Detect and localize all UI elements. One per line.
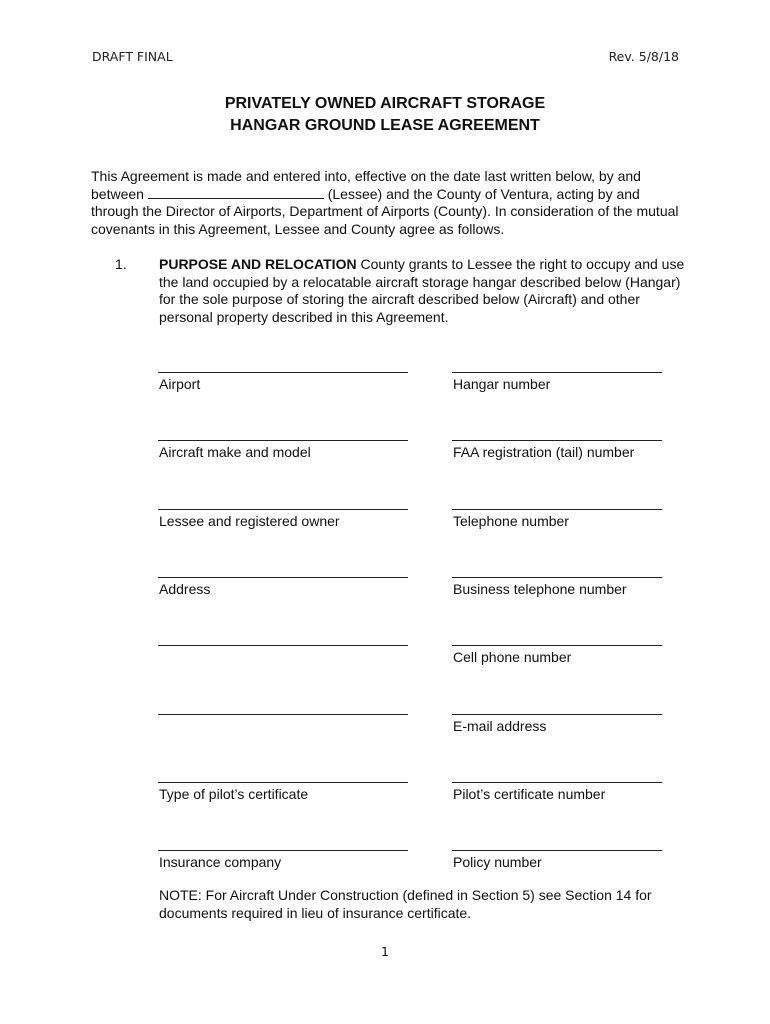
pilot-cert-number-label: Pilot’s certificate number <box>453 786 606 802</box>
faa-registration-line[interactable] <box>452 440 662 441</box>
header-revision-date: Rev. 5/8/18 <box>608 49 679 64</box>
telephone-label: Telephone number <box>453 513 569 529</box>
telephone-line[interactable] <box>452 509 662 510</box>
email-label: E-mail address <box>453 718 547 734</box>
intro-paragraph <box>91 168 681 238</box>
insurance-company-label: Insurance company <box>159 854 282 870</box>
policy-number-line[interactable] <box>452 850 662 851</box>
aircraft-make-model-label: Aircraft make and model <box>159 444 311 460</box>
section-heading: PURPOSE AND RELOCATION <box>159 256 357 272</box>
header-draft-label: DRAFT FINAL <box>92 49 173 64</box>
document-title-line2: HANGAR GROUND LEASE AGREEMENT <box>230 117 540 134</box>
address-label: Address <box>159 581 211 597</box>
hangar-number-label: Hangar number <box>453 376 551 392</box>
lessee-owner-line[interactable] <box>158 509 408 510</box>
section-number: 1. <box>115 256 127 272</box>
insurance-company-line[interactable] <box>158 850 408 851</box>
cell-phone-label: Cell phone number <box>453 649 572 665</box>
document-title-line1: PRIVATELY OWNED AIRCRAFT STORAGE <box>224 95 546 112</box>
section-paragraph <box>159 256 689 326</box>
hangar-number-line[interactable] <box>452 372 662 373</box>
email-line[interactable] <box>452 714 662 715</box>
lessee-owner-label: Lessee and registered owner <box>159 513 340 529</box>
section-body: County grants to Lessee the right to occupy and use the land occupied by a relocatable aircraft storage hangar described below (Hangar) for the sole purpose of storing the aircraft described below (Aircraft) and other personal property described in this Agreement. <box>159 256 685 325</box>
faa-registration-label: FAA registration (tail) number <box>453 444 635 460</box>
pilot-cert-type-label: Type of pilot’s certificate <box>159 786 309 802</box>
address-line[interactable] <box>158 577 408 578</box>
address-line-3[interactable] <box>158 714 408 715</box>
address-line-2[interactable] <box>158 645 408 646</box>
pilot-cert-type-line[interactable] <box>158 782 408 783</box>
aircraft-make-model-line[interactable] <box>158 440 408 441</box>
cell-phone-line[interactable] <box>452 645 662 646</box>
airport-label: Airport <box>159 376 201 392</box>
business-telephone-line[interactable] <box>452 577 662 578</box>
policy-number-label: Policy number <box>453 854 542 870</box>
pilot-cert-number-line[interactable] <box>452 782 662 783</box>
business-telephone-label: Business telephone number <box>453 581 627 597</box>
lessee-name-blank[interactable] <box>148 187 324 199</box>
construction-note: NOTE: For Aircraft Under Construction (defined in Section 5) see Section 14 for documents required in lieu of insurance certificate. <box>159 887 652 921</box>
airport-line[interactable] <box>158 372 408 373</box>
intro-text-part1: This Agreement is made and entered into, effective on the date last written below, by and between <box>91 168 641 202</box>
page-number: 1 <box>381 944 389 959</box>
intro-text-part2: (Lessee) and the County of Ventura, acting by and through the Director of Airports, Department of Airports (County). In consideration of the mutual covenants in this Agreement, Lessee and County agree as follows. <box>91 185 679 237</box>
